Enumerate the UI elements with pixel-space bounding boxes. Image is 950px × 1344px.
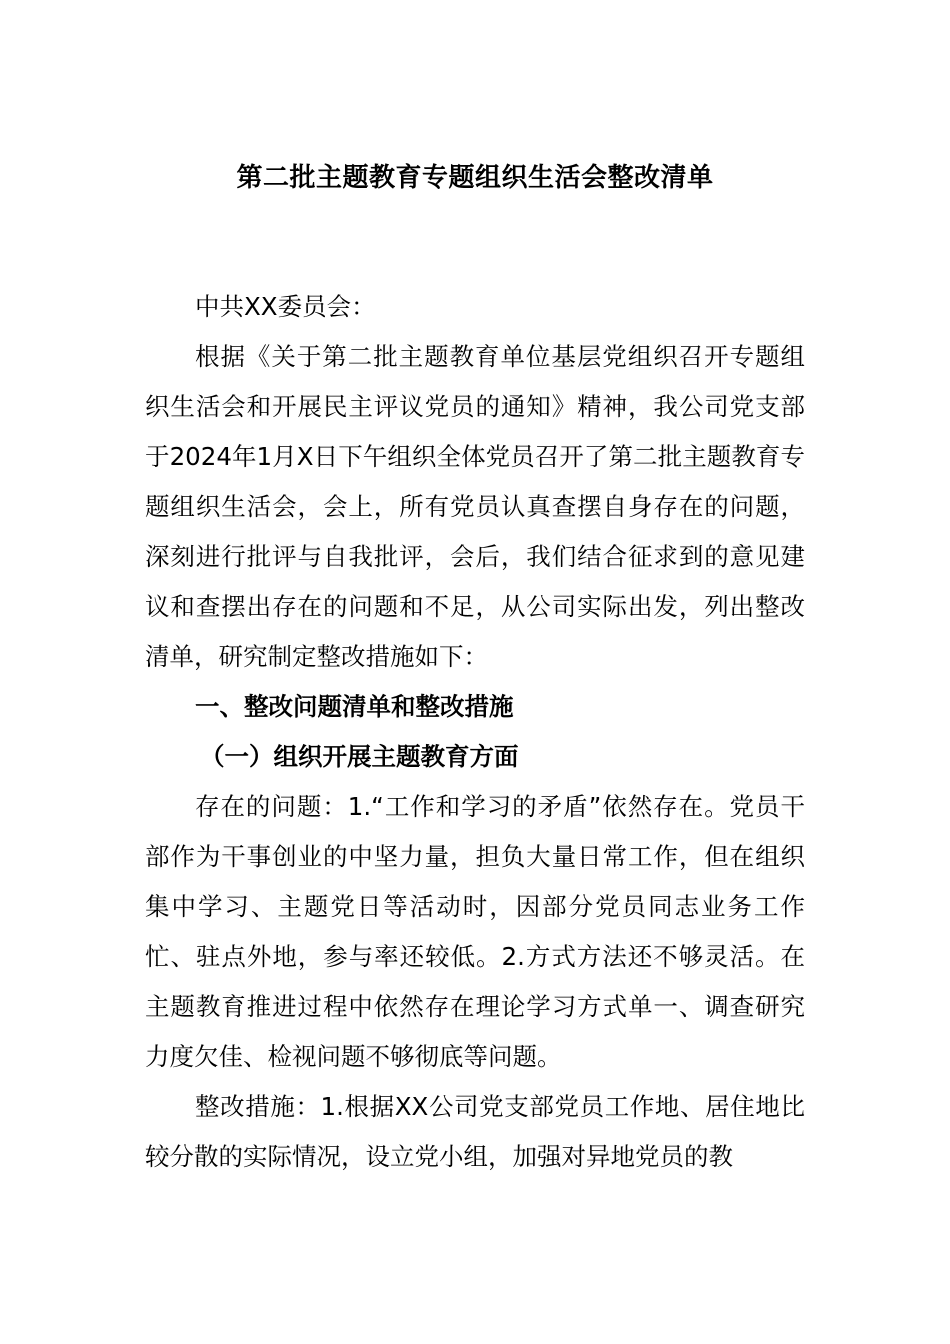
salutation: 中共XX委员会：: [195, 292, 376, 321]
intro-paragraph: 根据《关于第二批主题教育单位基层党组织召开专题组织生活会和开展民主评议党员的通知》精神，我公司党支部于2024年1月X日下午组织全体党员召开了第二批主题教育专题组织生活会，会上，所有党员认真查摆自身存在的问题，深刻进行批评与自我批评，会后，我们结合征求到的意见建议和查摆出存在的问题和不足，从公司实际出发，列出整改清单，研究制定整改措施如下：: [145, 342, 805, 671]
subsection-heading: （一）组织开展主题教育方面: [200, 742, 519, 771]
measure-paragraph: 整改措施：1.根据XX公司党支部党员工作地、居住地比较分散的实际情况，设立党小组，加强对异地党员的教: [145, 1092, 805, 1171]
problem-paragraph: 存在的问题：1.“工作和学习的矛盾”依然存在。党员干部作为干事创业的中坚力量，担负大量日常工作，但在组织集中学习、主题党日等活动时，因部分党员同志业务工作忙、驻点外地，参与率还较低。2.方式方法还不够灵活。在主题教育推进过程中依然存在理论学习方式单一、调查研究力度欠佳、检视问题不够彻底等问题。: [145, 792, 805, 1071]
document-title: 第二批主题教育专题组织生活会整改清单: [236, 163, 714, 193]
document-body: [145, 282, 805, 1182]
section-heading: 一、整改问题清单和整改措施: [195, 692, 514, 721]
